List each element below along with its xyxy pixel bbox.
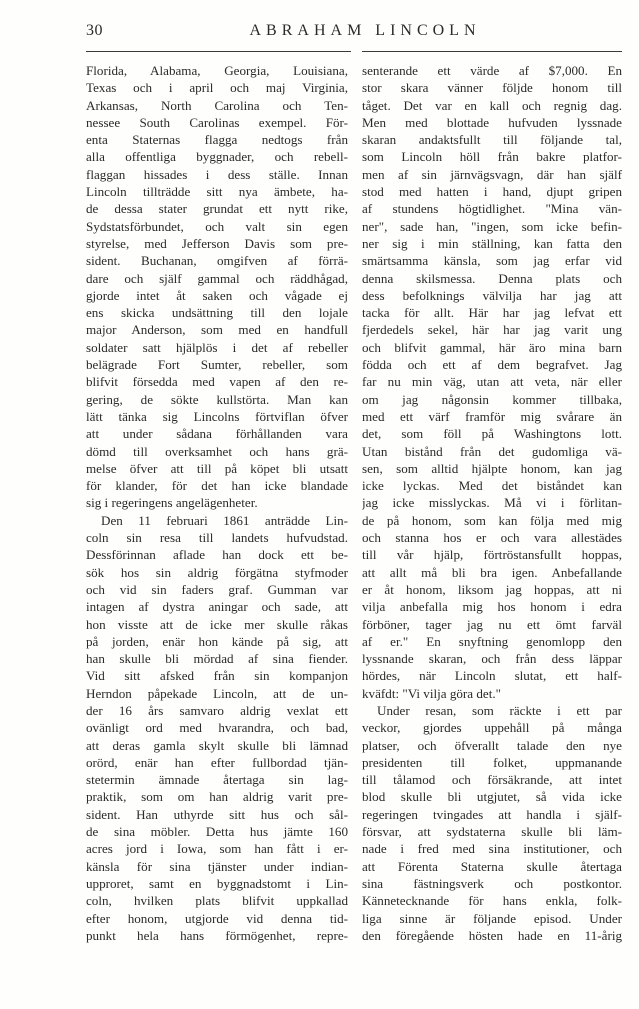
text-line: presidenten till folket, uppmanande bbox=[362, 754, 622, 770]
text-line: stetermin ämnade återtaga sin lag- bbox=[86, 772, 348, 788]
text-line: om jag någonsin kommer tillbaka, bbox=[362, 391, 622, 407]
text-line: dömd till overksamhet och hans grä- bbox=[86, 443, 348, 459]
text-line: känsla för sina tjänster under indian- bbox=[86, 858, 348, 874]
text-line: Herndon påpekade Lincoln, att de un- bbox=[86, 685, 348, 701]
text-line: praktik, som om han aldrig varit pre- bbox=[86, 789, 348, 805]
text-line: den föregående hösten hade en 11-årig bbox=[362, 927, 622, 943]
right-text-column bbox=[362, 62, 622, 944]
text-line: att deras gamla skylt skulle bli lämnad bbox=[86, 737, 348, 753]
text-line: jag icke misslyckas. Må vi i förlitan- bbox=[362, 495, 622, 511]
text-line: att allt må bli bra igen. Anbefallande bbox=[362, 564, 622, 580]
text-line: som Lincoln höll från bakre platfor- bbox=[362, 149, 622, 165]
text-line: sident. Buchanan, omgifven af förrä- bbox=[86, 253, 348, 269]
text-line: Texas och i april och maj Virginia, bbox=[86, 80, 348, 96]
header-rule-left bbox=[86, 51, 351, 52]
left-text-column bbox=[86, 62, 348, 944]
text-line: coln, hvilken plats blifvit uppkallad bbox=[86, 893, 348, 909]
text-line: af stundens högtidlighet. "Mina vän- bbox=[362, 201, 622, 217]
text-line: der 16 års samvaro aldrig vexlat ett bbox=[86, 702, 348, 718]
text-line: Men med blottade hufvuden lyssnade bbox=[362, 114, 622, 130]
text-line: coln sin resa till landets hufvudstad. bbox=[86, 530, 348, 546]
text-line: ens skicka undsättning till den lojale bbox=[86, 305, 348, 321]
text-line: platser, och öfverallt talade den nye bbox=[362, 737, 622, 753]
text-line: veckor, gjordes uppehåll på många bbox=[362, 720, 622, 736]
text-line: melse öfver att till på köpet bli utsatt bbox=[86, 460, 348, 476]
text-line: Lincoln tillträdde sitt nya ämbete, ha- bbox=[86, 184, 348, 200]
text-line: och blifvit gammal, här äro mina barn bbox=[362, 339, 622, 355]
text-line: stod med hatten i hand, djupt gripen bbox=[362, 184, 622, 200]
text-line: blifvit försedda med vapen af den re- bbox=[86, 374, 348, 390]
text-line: Vid sitt afsked från sin kompanjon bbox=[86, 668, 348, 684]
text-line: till vår hjälp, förtröstansfullt hoppas, bbox=[362, 547, 622, 563]
text-line: sök hos sin aldrig förgätna styfmoder bbox=[86, 564, 348, 580]
page-header bbox=[86, 20, 622, 46]
text-line: skaran andaktsfullt till följande tal, bbox=[362, 132, 622, 148]
text-line: er åt honom, liksom jag hoppas, att ni bbox=[362, 581, 622, 597]
text-line: gjorde intet åt saken och vågade ej bbox=[86, 287, 348, 303]
running-title: ABRAHAM LINCOLN bbox=[249, 22, 481, 39]
text-line: soldater satt hjälplös i det af rebeller bbox=[86, 339, 348, 355]
text-line: de sina möbler. Detta hus jämte 160 bbox=[86, 824, 348, 840]
text-line: stor skara vänner följde honom till bbox=[362, 80, 622, 96]
text-line: hördes, när Lincoln slutat, ett half- bbox=[362, 668, 622, 684]
text-line: försvar, att sydstaterna skulle bli läm- bbox=[362, 824, 622, 840]
text-line: lyssnande skaran, och från dess läppar bbox=[362, 651, 622, 667]
text-line: Utan bistånd från det gudomliga vä- bbox=[362, 443, 622, 459]
text-line: upproret, samt en byggnadstomt i Lin- bbox=[86, 875, 348, 891]
text-line: till tålamod och försäkrande, att intet bbox=[362, 772, 622, 788]
text-line: och vid sin faders graf. Gumman var bbox=[86, 581, 348, 597]
text-line: belägrade Fort Sumter, rebeller, som bbox=[86, 357, 348, 373]
text-line: för klander, för det han icke blandade bbox=[86, 478, 348, 494]
text-line: styrelse, med Jefferson Davis som pre- bbox=[86, 235, 348, 251]
text-line: ovänligt ord med hvarandra, och bad, bbox=[86, 720, 348, 736]
text-line: att Förenta Staterna skulle återtaga bbox=[362, 858, 622, 874]
text-line: major Anderson, som med en handfull bbox=[86, 322, 348, 338]
text-line: vilja anbefalla mig hos honom i edra bbox=[362, 599, 622, 615]
text-line: födda och ett af dem begrafvet. Jag bbox=[362, 357, 622, 373]
text-line: tåget. Det var en kall och regnig dag. bbox=[362, 97, 622, 113]
text-line: sig i regeringens angelägenheter. bbox=[86, 495, 258, 511]
text-line: men af sin järnvägsvagn, där han själf bbox=[362, 166, 622, 182]
text-line: på jorden, enär hon kände på sig, att bbox=[86, 633, 348, 649]
text-line: ner sig i min ställning, kan fatta den bbox=[362, 235, 622, 251]
text-line: Under resan, som räckte i ett par bbox=[377, 702, 622, 718]
page-number: 30 bbox=[86, 22, 103, 39]
text-line: Den 11 februari 1861 anträdde Lin- bbox=[101, 512, 348, 528]
text-line: acres jord i Iowa, som han fått i er- bbox=[86, 841, 348, 857]
text-line: efter honom, utgjorde vid denna tid- bbox=[86, 910, 348, 926]
text-line: sident. Han uthyrde sitt hus och sål- bbox=[86, 806, 348, 822]
text-line: tacka för allt. Här har jag lefvat ett bbox=[362, 305, 622, 321]
text-line: ner", sade han, "ingen, som icke befin- bbox=[362, 218, 622, 234]
text-line: kväfdt: "Vi vilja göra det." bbox=[362, 685, 501, 701]
text-line: och stanna hos er och vara allestädes bbox=[362, 530, 622, 546]
text-line: enta Staternas flagga nedtogs från bbox=[86, 132, 348, 148]
text-line: gering, de sökte kullstörta. Man kan bbox=[86, 391, 348, 407]
text-line: dare och själf gammal och räddhågad, bbox=[86, 270, 348, 286]
text-line: Dessförinnan aflade han dock ett be- bbox=[86, 547, 348, 563]
text-line: orörd, enär han efter fullbordad tjän- bbox=[86, 754, 348, 770]
text-line: intagen af dystra aningar och sade, att bbox=[86, 599, 348, 615]
text-line: att under sådana förhållanden vara bbox=[86, 426, 348, 442]
text-line: Arkansas, North Carolina och Ten- bbox=[86, 97, 348, 113]
text-line: det, som föll på Washingtons lott. bbox=[362, 426, 622, 442]
text-line: nessee South Carolinas exempel. För- bbox=[86, 114, 348, 130]
text-line: förböner, tager jag nu ett ömt farväl bbox=[362, 616, 622, 632]
text-line: lätt tänka sig Lincolns förtviflan öfver bbox=[86, 408, 348, 424]
text-line: regeringen tvingades att handla i själf- bbox=[362, 806, 622, 822]
text-line: senterande ett värde af $7,000. En bbox=[362, 63, 622, 78]
text-line: icke lyckas. Med det biståndet kan bbox=[362, 478, 622, 494]
text-line: smärtsamma känsla, som jag erfar vid bbox=[362, 253, 622, 269]
text-line: liga sinne är följande episod. Under bbox=[362, 910, 622, 926]
text-line: Florida, Alabama, Georgia, Louisiana, bbox=[86, 63, 348, 78]
text-line: punkt hela hans förmögenhet, repre- bbox=[86, 927, 348, 943]
text-line: de dessa stater grundat ett nytt rike, bbox=[86, 201, 348, 217]
text-line: af er." En snyftning genomlopp den bbox=[362, 633, 622, 649]
text-line: blod skulle bli utgjutet, så vida icke bbox=[362, 789, 622, 805]
text-line: alla offentliga byggnader, och rebell- bbox=[86, 149, 348, 165]
text-line: flaggan hissades i dess ställe. Innan bbox=[86, 166, 348, 182]
text-line: Sydstatsförbundet, och valt sin egen bbox=[86, 218, 348, 234]
text-line: nade i fred med sina institutioner, och bbox=[362, 841, 622, 857]
text-line: de på honom, som kan följa med mig bbox=[362, 512, 622, 528]
text-line: Kännetecknande för hans enkla, folk- bbox=[362, 893, 622, 909]
text-line: far nu min väg, utan att veta, när eller bbox=[362, 374, 622, 390]
text-line: med ett värf framför mig svårare än bbox=[362, 408, 622, 424]
text-line: dess befolknings välvilja har jag att bbox=[362, 287, 622, 303]
text-line: sina fästningsverk och postkontor. bbox=[362, 875, 622, 891]
header-rule-right bbox=[362, 51, 622, 52]
text-line: fjerdedels sekel, här har jag varit ung bbox=[362, 322, 622, 338]
text-line: sen, som alltid hjälpte honom, kan jag bbox=[362, 460, 622, 476]
text-line: denna skilsmessa. Denna plats och bbox=[362, 270, 622, 286]
text-line: hon visste att de icke mer skulle råkas bbox=[86, 616, 348, 632]
text-line: han skulle bli mördad af sina fiender. bbox=[86, 651, 348, 667]
